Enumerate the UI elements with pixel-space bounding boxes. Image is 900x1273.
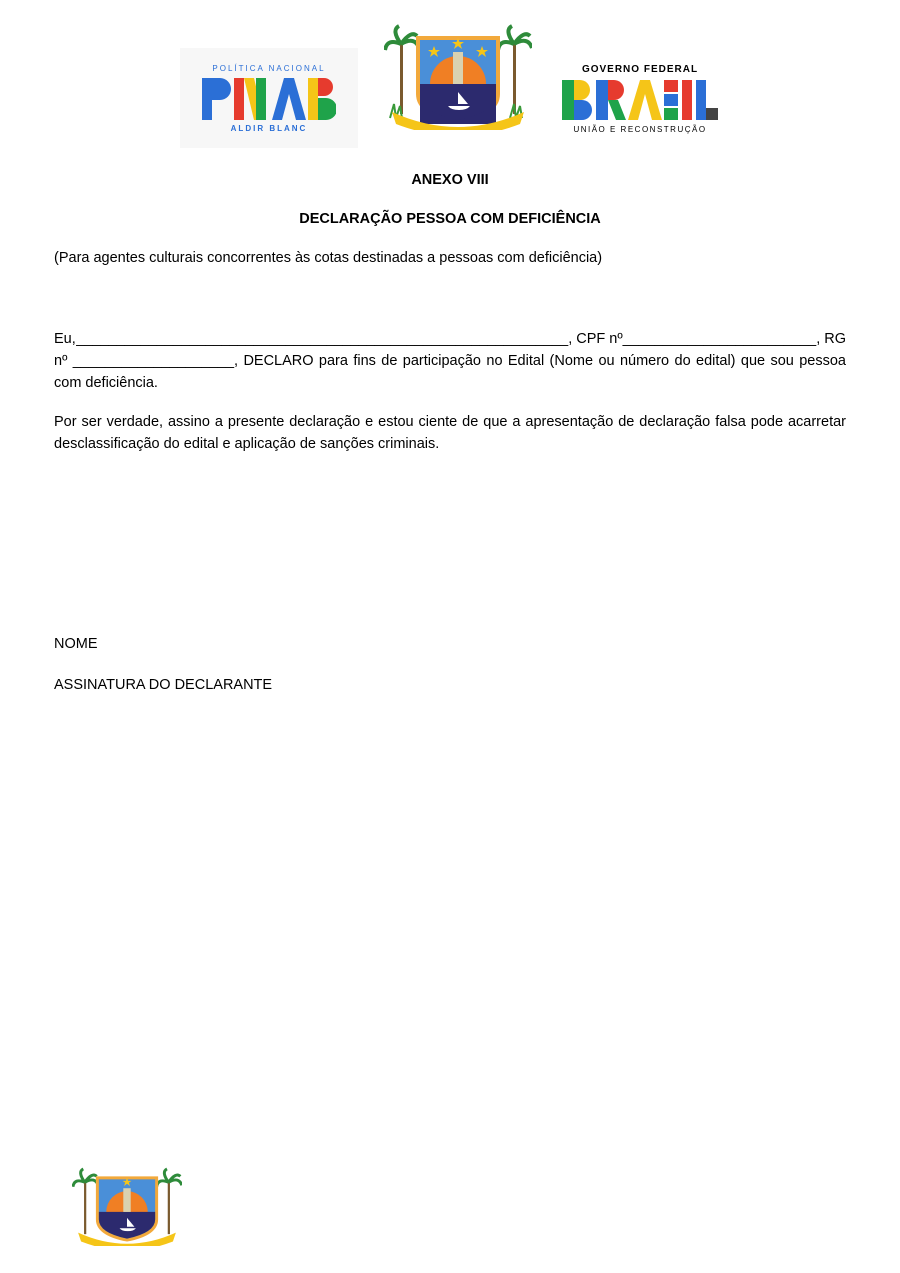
truth-statement: Por ser verdade, assino a presente declaração e estou ciente de que a apresentação de declaração falsa pode acarretar desclassificação do edital e aplicação de sanções criminais. [54,414,846,452]
pnab-logo-bottom: ALDIR BLANC [230,124,308,133]
cpf-label: , CPF nº [568,331,623,347]
annex-heading: ANEXO VIII [411,172,489,188]
name-label: NOME [54,636,98,652]
municipal-crest-icon [384,22,532,130]
declaration-line-3: com deficiência. [54,375,158,391]
document-title: DECLARAÇÃO PESSOA COM DEFICIÊNCIA [299,211,601,227]
declaration-line-2: nº ____________________, DECLARO para fins de participação no Edital (Nome ou número do edital) que sou pessoa [54,353,846,369]
declaration-eu: Eu, [54,331,76,347]
signature-label: ASSINATURA DO DECLARANTE [54,677,273,693]
document-subtitle: (Para agentes culturais concorrentes às cotas destinadas a pessoas com deficiência) [54,250,603,266]
governo-federal-logo [560,64,720,144]
brasil-wordmark-icon [562,80,718,120]
declaration-line-1 [54,328,846,350]
cpf-blank-field[interactable]: ________________________ [622,331,817,347]
footer-crest-icon [72,1166,182,1246]
governo-federal-label: GOVERNO FEDERAL [581,64,699,75]
name-blank-field[interactable]: _____________________________________________________________, CPF nº________________________, RG [76,331,846,347]
uniao-reconstrucao-label: UNIÃO E RECONSTRUÇÃO [573,125,707,134]
pnab-wordmark-icon [202,76,336,122]
pnab-logo [180,48,358,148]
pnab-logo-top: POLÍTICA NACIONAL [212,64,326,73]
rg-label: , RG [816,331,846,347]
